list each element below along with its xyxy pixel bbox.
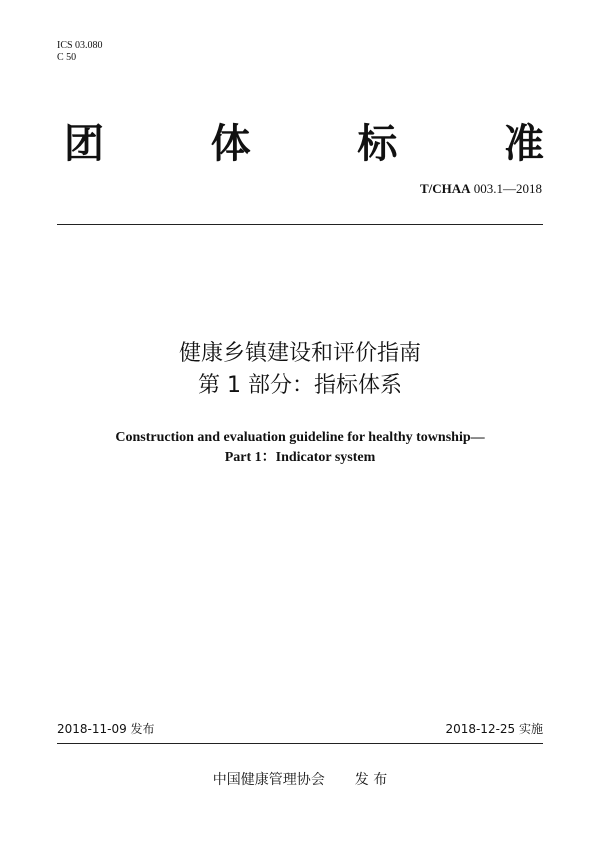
standard-number <box>420 181 542 197</box>
classification-codes <box>57 40 103 64</box>
implementation-date: 2018-12-25 实施 <box>445 722 543 736</box>
publisher-line <box>0 770 600 790</box>
issue-date: 2018-11-09 发布 <box>57 722 155 736</box>
top-divider <box>57 224 543 225</box>
english-title-line-2: Part 1：Indicator system <box>224 450 376 465</box>
doc-type-char-2: 体 <box>210 121 251 167</box>
chinese-title-line-2: 第 1 部分：指标体系 <box>198 373 402 398</box>
chinese-title <box>0 338 600 402</box>
ics-code: ICS 03.080 <box>57 40 103 51</box>
document-type-heading <box>64 120 544 168</box>
english-title <box>0 428 600 468</box>
publisher-organization: 中国健康管理协会 <box>212 772 325 788</box>
publisher-action: 发 布 <box>354 772 388 788</box>
doc-type-char-4: 准 <box>503 121 544 167</box>
doc-type-char-1: 团 <box>64 121 104 167</box>
standard-code: 003.1—2018 <box>473 181 542 196</box>
doc-type-char-3: 标 <box>357 121 398 167</box>
chinese-title-line-1: 健康乡镇建设和评价指南 <box>178 341 421 366</box>
english-title-line-1: Construction and evaluation guideline for healthy township— <box>115 430 485 445</box>
bottom-divider <box>57 743 543 744</box>
standard-prefix: T/CHAA <box>419 181 471 196</box>
ccs-code: C 50 <box>57 52 77 63</box>
